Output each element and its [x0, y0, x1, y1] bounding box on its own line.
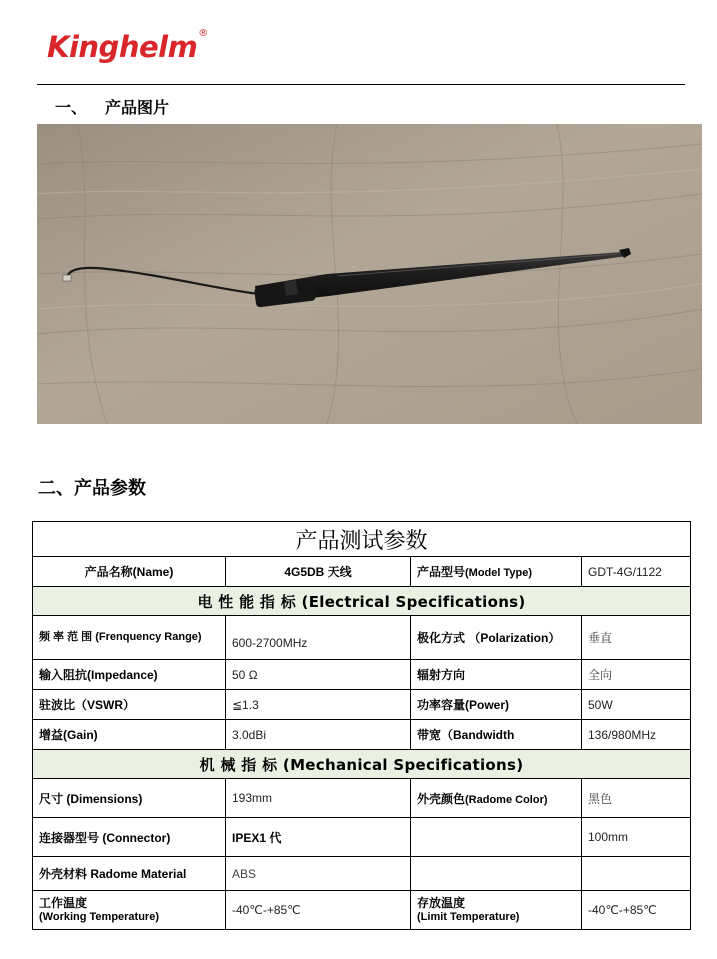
kinghelm-logo — [47, 30, 208, 64]
section-product-image-heading — [55, 95, 169, 118]
section-number: 一、 — [55, 98, 88, 117]
power-label: 功率容量(Power) — [411, 690, 582, 720]
product-photo — [37, 124, 702, 424]
section-product-params-heading: 二、产品参数 — [38, 478, 146, 499]
frequency-label: 频 率 范 围 (Frenquency Range) — [33, 616, 226, 660]
mechanical-section-row — [33, 750, 691, 779]
electrical-section-row — [33, 587, 691, 616]
dimensions-value: 193mm — [226, 779, 411, 818]
radome-color-value: 黑色 — [582, 779, 691, 818]
table-title: 产品测试参数 — [33, 522, 691, 557]
bandwidth-value: 136/980MHz — [582, 720, 691, 750]
polarization-label: 极化方式 （Polarization） — [411, 616, 582, 660]
cable-length-value: 100mm — [582, 818, 691, 857]
table-row — [33, 818, 691, 857]
table-title-row — [33, 522, 691, 557]
table-row — [33, 857, 691, 891]
electrical-section-title: 电 性 能 指 标 (Electrical Specifications) — [33, 587, 691, 616]
power-value: 50W — [582, 690, 691, 720]
working-temp-value: -40℃-+85℃ — [226, 891, 411, 930]
vswr-label: 驻波比（VSWR） — [33, 690, 226, 720]
radome-color-label-en: (Radome Color) — [465, 793, 548, 806]
gain-label: 增益(Gain) — [33, 720, 226, 750]
name-label: 产品名称(Name) — [33, 557, 226, 587]
impedance-value: 50 Ω — [226, 660, 411, 690]
model-label-en: (Model Type) — [465, 567, 533, 579]
table-row — [33, 660, 691, 690]
dimensions-label: 尺寸 (Dimensions) — [33, 779, 226, 818]
section-title: 产品图片 — [105, 98, 170, 117]
connector-value: IPEX1 代 — [226, 818, 411, 857]
radome-material-label: 外壳材料 Radome Material — [33, 857, 226, 891]
limit-temp-value: -40℃-+85℃ — [582, 891, 691, 930]
table-row — [33, 891, 691, 930]
gain-value: 3.0dBi — [226, 720, 411, 750]
vswr-value: ≦1.3 — [226, 690, 411, 720]
table-row — [33, 616, 691, 660]
model-value: GDT-4G/1122 — [582, 557, 691, 587]
connector-label: 连接器型号 (Connector) — [33, 818, 226, 857]
product-spec-table — [32, 521, 691, 930]
radome-color-label — [411, 779, 582, 818]
mechanical-section-title: 机 械 指 标 (Mechanical Specifications) — [33, 750, 691, 779]
connector-extra-label — [411, 818, 582, 857]
working-temp-label-en: (Working Temperature) — [39, 911, 159, 923]
radiation-value: 全向 — [582, 660, 691, 690]
limit-temp-label-cn: 存放温度 — [417, 896, 466, 910]
impedance-label: 输入阻抗(Impedance) — [33, 660, 226, 690]
name-value: 4G5DB 天线 — [226, 557, 411, 587]
antenna-photo-image — [37, 124, 702, 424]
radome-color-label-cn: 外壳颜色 — [417, 791, 466, 806]
model-label — [411, 557, 582, 587]
table-row — [33, 557, 691, 587]
empty-cell — [582, 857, 691, 891]
polarization-value: 垂直 — [582, 616, 691, 660]
table-row — [33, 720, 691, 750]
logo-text: Kinghelm — [47, 30, 198, 64]
table-row — [33, 779, 691, 818]
working-temp-label-cn: 工作温度 — [39, 896, 88, 910]
empty-cell — [411, 857, 582, 891]
table-row — [33, 690, 691, 720]
bandwidth-label: 带宽（Bandwidth — [411, 720, 582, 750]
radome-material-value: ABS — [226, 857, 411, 891]
frequency-value: 600-2700MHz — [226, 616, 411, 660]
radiation-label: 辐射方向 — [411, 660, 582, 690]
limit-temp-label-en: (Limit Temperature) — [417, 911, 520, 923]
limit-temp-label — [411, 891, 582, 930]
model-label-cn: 产品型号 — [417, 565, 466, 579]
working-temp-label — [33, 891, 226, 930]
header-divider — [37, 84, 685, 85]
registered-mark: ® — [198, 28, 208, 40]
